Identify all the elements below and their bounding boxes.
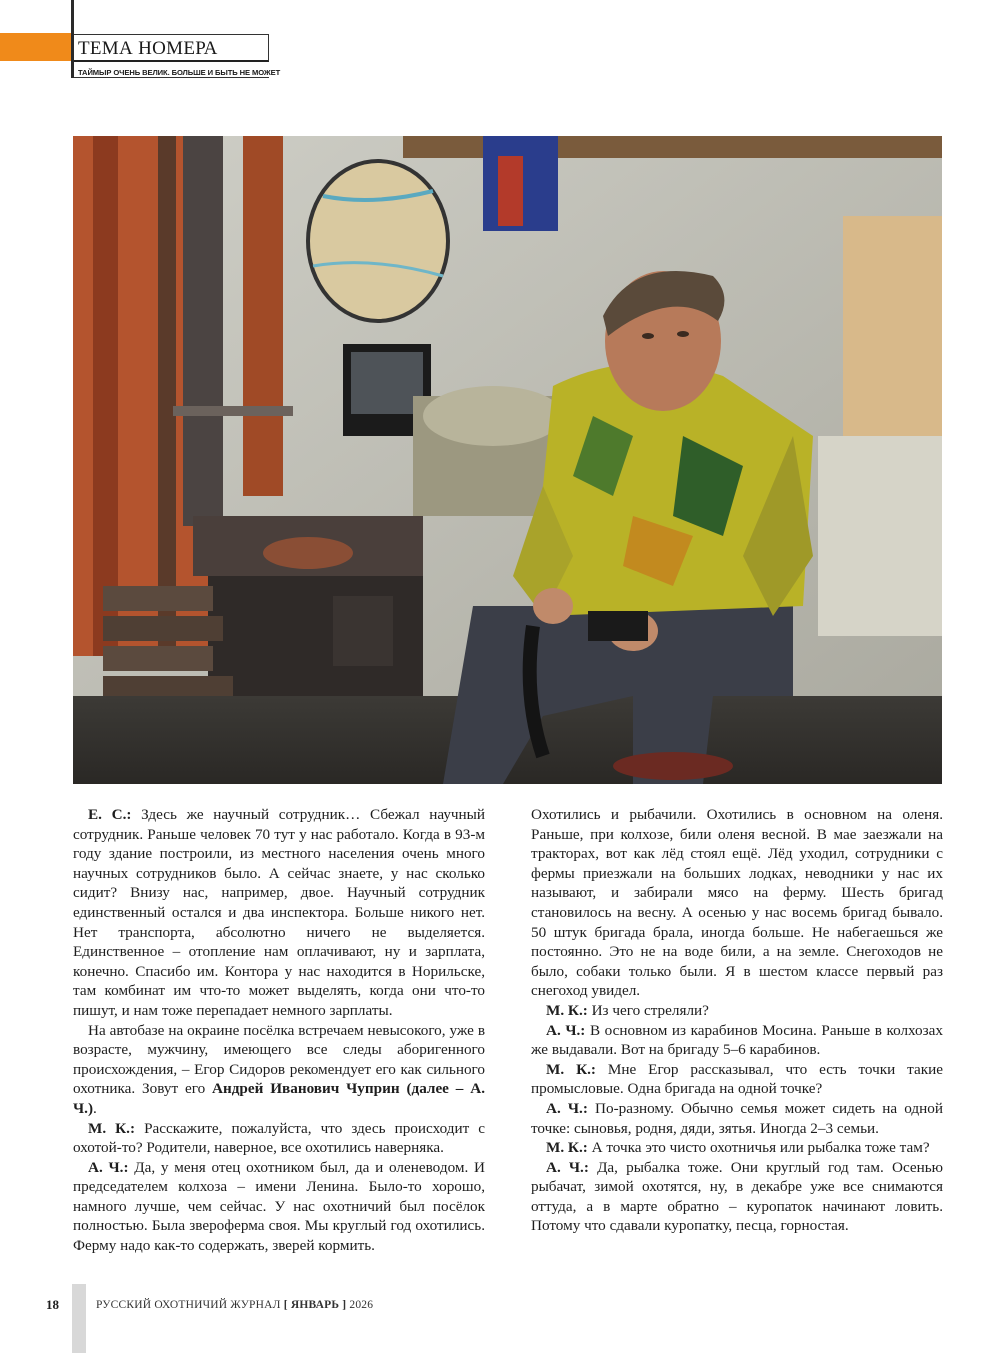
paragraph-text: . <box>93 1099 97 1117</box>
section-accent-tab <box>0 33 71 61</box>
subtitle-rule <box>74 77 269 78</box>
paragraph <box>73 805 485 1021</box>
paragraph <box>531 1021 943 1060</box>
speaker-label: А. Ч.: <box>546 1099 588 1117</box>
footer-magazine-info <box>96 1299 373 1311</box>
speaker-label: М. К.: <box>546 1001 588 1019</box>
article-column-left <box>73 805 485 1256</box>
page-number: 18 <box>46 1297 59 1312</box>
paragraph <box>531 1060 943 1099</box>
article-column-right <box>531 805 943 1236</box>
paragraph-text: В основном из карабинов Мосина. Раньше в колхозах же выдавали. Вот на бригаду 5–6 карабинов. <box>531 1021 943 1059</box>
paragraph-text: На автобазе на окраине посёлка встречаем невысокого, уже в возрасте, мужчину, имеющего все следы аборигенного происхождения, – Егор Сидоров рекомендует его как сильного охотника. Зовут его <box>73 1021 485 1098</box>
photo-hunter-in-hut-icon <box>73 136 942 784</box>
paragraph <box>73 1158 485 1256</box>
speaker-label: М. К.: <box>546 1060 596 1078</box>
paragraph-text: Да, рыбалка тоже. Они круглый год там. Осенью рыбачат, зимой охотятся, ну, в декабре уже все снимаются оттуда, а в марте обратно – куропаток начинают ловить. Потому что сдавали куропатку, песца, горностая. <box>531 1158 944 1235</box>
speaker-label: Е. С.: <box>88 806 132 823</box>
speaker-label: М. К.: <box>546 1139 588 1157</box>
paragraph <box>531 1158 943 1236</box>
section-subtitle: ТАЙМЫР ОЧЕНЬ ВЕЛИК. БОЛЬШЕ И БЫТЬ НЕ МОЖЕТ <box>78 68 281 77</box>
speaker-label: А. Ч.: <box>546 1158 589 1176</box>
speaker-label: М. К.: <box>88 1119 136 1137</box>
paragraph <box>73 1021 485 1119</box>
paragraph <box>531 1099 943 1138</box>
issue-year: 2026 <box>349 1299 374 1311</box>
paragraph-text: Мне Егор рассказывал, что есть точки такие промысловые. Одна бригада на одной точке? <box>531 1060 943 1098</box>
paragraph-text: А точка это чисто охотничья или рыбалка тоже там? <box>587 1139 930 1157</box>
paragraph-text: Охотились и рыбачили. Охотились в основном на оленя. Раньше, при колхозе, били оленя весной. В мае заезжали на тракторах, вот как лёд стоял ещё. Лёд уходил, сотрудники с фермы приезжали на больших лодках, неводники у нас их называют, и забирали мясо на ферму. Шесть бригад становилось на весну. А осенью у нас восемь бригад бывало. 50 штук бригада брала, иногда больше. Не набегаешься же постоянно. Это не на воде били, а на земле. Снегоходов не было, собаки только были. Я в шестом классе первый раз снегоход увидел. <box>531 806 943 1000</box>
speaker-label: А. Ч.: <box>88 1158 129 1176</box>
section-title: ТЕМА НОМЕРА <box>78 38 218 59</box>
paragraph-text: Расскажите, пожалуйста, что здесь происходит с охотой-то? Родители, наверное, все охотились наверняка. <box>73 1119 486 1157</box>
issue-month: [ ЯНВАРЬ ] <box>283 1299 347 1311</box>
paragraph <box>531 805 943 1001</box>
paragraph <box>531 1138 943 1158</box>
paragraph <box>531 1001 943 1021</box>
paragraph <box>73 1119 485 1158</box>
paragraph-text: По-разному. Обычно семья может сидеть на одной точке: сыновья, родня, дяди, зятья. Иногда 2–3 семьи. <box>531 1099 943 1137</box>
interviewee-name: Андрей Иванович Чуприн (далее – А. Ч.) <box>73 1080 485 1117</box>
footer-accent-bar <box>72 1284 86 1353</box>
main-photo <box>73 136 942 784</box>
paragraph-text: Из чего стреляли? <box>587 1001 709 1019</box>
magazine-title: РУССКИЙ ОХОТНИЧИЙ ЖУРНАЛ <box>96 1299 281 1311</box>
paragraph-text: Здесь же научный сотрудник… Сбежал научный сотрудник. Раньше человек 70 тут у нас работало. Когда в 93-м году здание построили, из местного населения очень много научных сотрудников было. А сейчас знаете, у нас сколько сидит? Внизу нас, например, двое. Научный сотрудник единственный остался и два инспектора. Больше никого нет. Нет транспорта, абсолютно ничего не выделяется. Единственное – отопление нам оплачивают, ну и зарплата, конечно. Спасибо им. Контора у нас находится в Норильске, там комбинат им что-то может выделять, когда они что-то пишут, и нам тоже перепадает немного зарплаты. <box>73 806 486 1019</box>
speaker-label: А. Ч.: <box>546 1021 586 1039</box>
paragraph-text: Да, у меня отец охотником был, да и оленеводом. И председателем колхоза – имени Ленина. Было-то хорошо, намного лучше, чем сейчас. У нас охотничий был посёлок полностью. Была звероферма своя. Мы круглый год охотились. Ферму надо как-то содержать, зверей кормить. <box>73 1158 485 1255</box>
